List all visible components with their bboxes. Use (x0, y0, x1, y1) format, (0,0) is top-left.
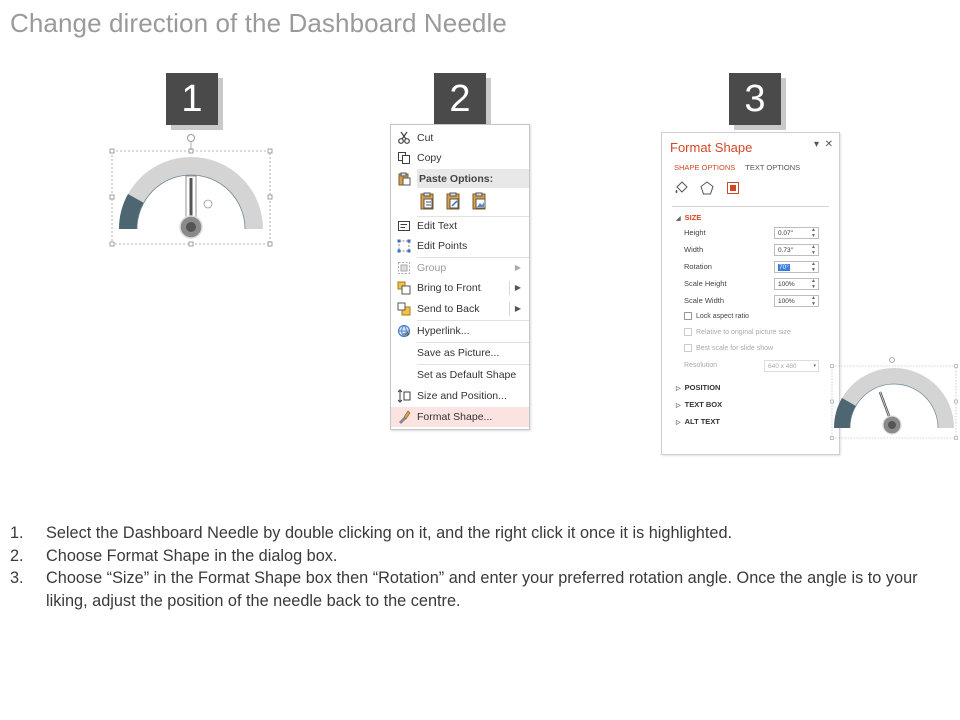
edit-text-icon (391, 219, 417, 233)
hyperlink-icon (391, 324, 417, 338)
instruction-item: 3. Choose “Size” in the Format Shape box then “Rotation” and enter your preferred rotation angle. Once the angle is to your liking, adjust the position of the needle back to the centre. (10, 569, 918, 610)
section-alt-text[interactable]: ▷ ALT TEXT (676, 417, 720, 426)
paste-icon (391, 172, 417, 186)
copy-icon (391, 151, 417, 165)
size-position-icon (391, 389, 417, 403)
needle-rotate-handle-icon[interactable] (204, 200, 212, 208)
menu-item-hyperlink[interactable]: Hyperlink... (391, 321, 529, 341)
menu-item-save-as-picture[interactable]: Save as Picture... (417, 347, 500, 359)
menu-item-cut[interactable]: Cut (391, 128, 529, 148)
relative-original-checkbox: Relative to original picture size (684, 328, 791, 336)
spinner-icon[interactable]: ▲ ▼ (811, 295, 816, 307)
lock-aspect-checkbox[interactable]: Lock aspect ratio (684, 312, 749, 320)
size-properties-icon[interactable] (726, 181, 740, 200)
spinner-icon[interactable]: ▲ ▼ (811, 227, 816, 239)
panel-options-chevron-icon[interactable]: ▾ (814, 139, 820, 150)
submenu-arrow-icon[interactable]: ▶ (514, 283, 521, 292)
spinner-icon[interactable]: ▲ ▼ (811, 278, 816, 290)
menu-item-format-shape[interactable]: Format Shape... (391, 407, 529, 427)
menu-item-set-default-shape[interactable]: Set as Default Shape (417, 369, 517, 381)
bring-to-front-icon (391, 281, 417, 295)
menu-item-copy[interactable]: Copy (391, 148, 529, 168)
menu-item-send-to-back[interactable]: Send to Back ▶ (391, 299, 529, 319)
height-field[interactable]: 0.07" ▲ ▼ (774, 227, 819, 239)
menu-item-edit-points[interactable]: Edit Points (391, 236, 529, 256)
scale-width-field[interactable]: 100% ▲ ▼ (774, 295, 819, 307)
scale-width-label: Scale Width (684, 296, 725, 305)
resolution-select: 640 x 480 ▾ (764, 360, 819, 372)
spinner-icon[interactable]: ▲ ▼ (811, 244, 816, 256)
instruction-item: 1. Select the Dashboard Needle by double clicking on it, and the right click it once it is highlighted. (10, 524, 733, 542)
section-text-box[interactable]: ▷ TEXT BOX (676, 400, 723, 409)
send-to-back-icon (391, 302, 417, 316)
tab-shape-options[interactable]: SHAPE OPTIONS (674, 163, 736, 172)
shape-options-icon-row (674, 181, 740, 200)
dashboard-gauge-rotated[interactable] (828, 356, 958, 442)
close-icon[interactable]: ✕ (824, 139, 833, 150)
effects-icon[interactable] (700, 181, 714, 200)
menu-item-edit-text[interactable]: Edit Text (391, 216, 529, 236)
menu-item-bring-to-front[interactable]: Bring to Front ▶ (391, 278, 529, 298)
section-size[interactable]: ◢ SIZE (676, 213, 702, 222)
menu-item-group: Group ▶ (391, 258, 529, 278)
resolution-label: Resolution (684, 362, 718, 369)
best-scale-checkbox: Best scale for slide show (684, 344, 773, 352)
step-badge-1: 1 (166, 73, 218, 125)
paste-keep-formatting-icon[interactable] (443, 191, 463, 214)
width-field[interactable]: 0.73" ▲ ▼ (774, 244, 819, 256)
rotation-field[interactable]: 70° ▲ ▼ (774, 261, 819, 273)
paste-use-destination-icon[interactable] (417, 191, 437, 214)
scale-height-label: Scale Height (684, 279, 727, 288)
dashboard-gauge-selected[interactable] (105, 130, 277, 250)
step-badge-2: 2 (434, 73, 486, 125)
rotate-handle-icon[interactable] (890, 358, 895, 363)
paste-picture-icon[interactable] (469, 191, 489, 214)
paste-options-header: Paste Options: (417, 169, 529, 188)
section-position[interactable]: ▷ POSITION (676, 383, 721, 392)
menu-item-size-position[interactable]: Size and Position... (391, 386, 529, 406)
panel-tabs (674, 163, 800, 172)
group-icon (391, 261, 417, 275)
submenu-arrow-icon[interactable]: ▶ (514, 304, 521, 313)
rotation-label: Rotation (684, 262, 712, 271)
scale-height-field[interactable]: 100% ▲ ▼ (774, 278, 819, 290)
paste-options-row (417, 191, 489, 214)
page-title: Change direction of the Dashboard Needle (10, 8, 507, 38)
instruction-item: 2. Choose Format Shape in the dialog box. (10, 546, 338, 565)
rotate-handle-icon[interactable] (188, 135, 195, 142)
step-badge-3: 3 (729, 73, 781, 125)
tab-text-options[interactable]: TEXT OPTIONS (745, 163, 801, 172)
format-shape-icon (391, 410, 417, 424)
submenu-arrow-icon: ▶ (514, 263, 521, 272)
edit-points-icon (391, 239, 417, 253)
height-label: Height (684, 228, 706, 237)
fill-line-icon[interactable] (674, 181, 688, 200)
format-shape-panel (661, 132, 840, 455)
width-label: Width (684, 245, 704, 254)
scissors-icon (391, 131, 417, 145)
panel-title: Format Shape (670, 140, 753, 155)
context-menu (390, 124, 530, 430)
spinner-icon[interactable]: ▲ ▼ (811, 261, 816, 273)
instructions-list (10, 522, 940, 612)
